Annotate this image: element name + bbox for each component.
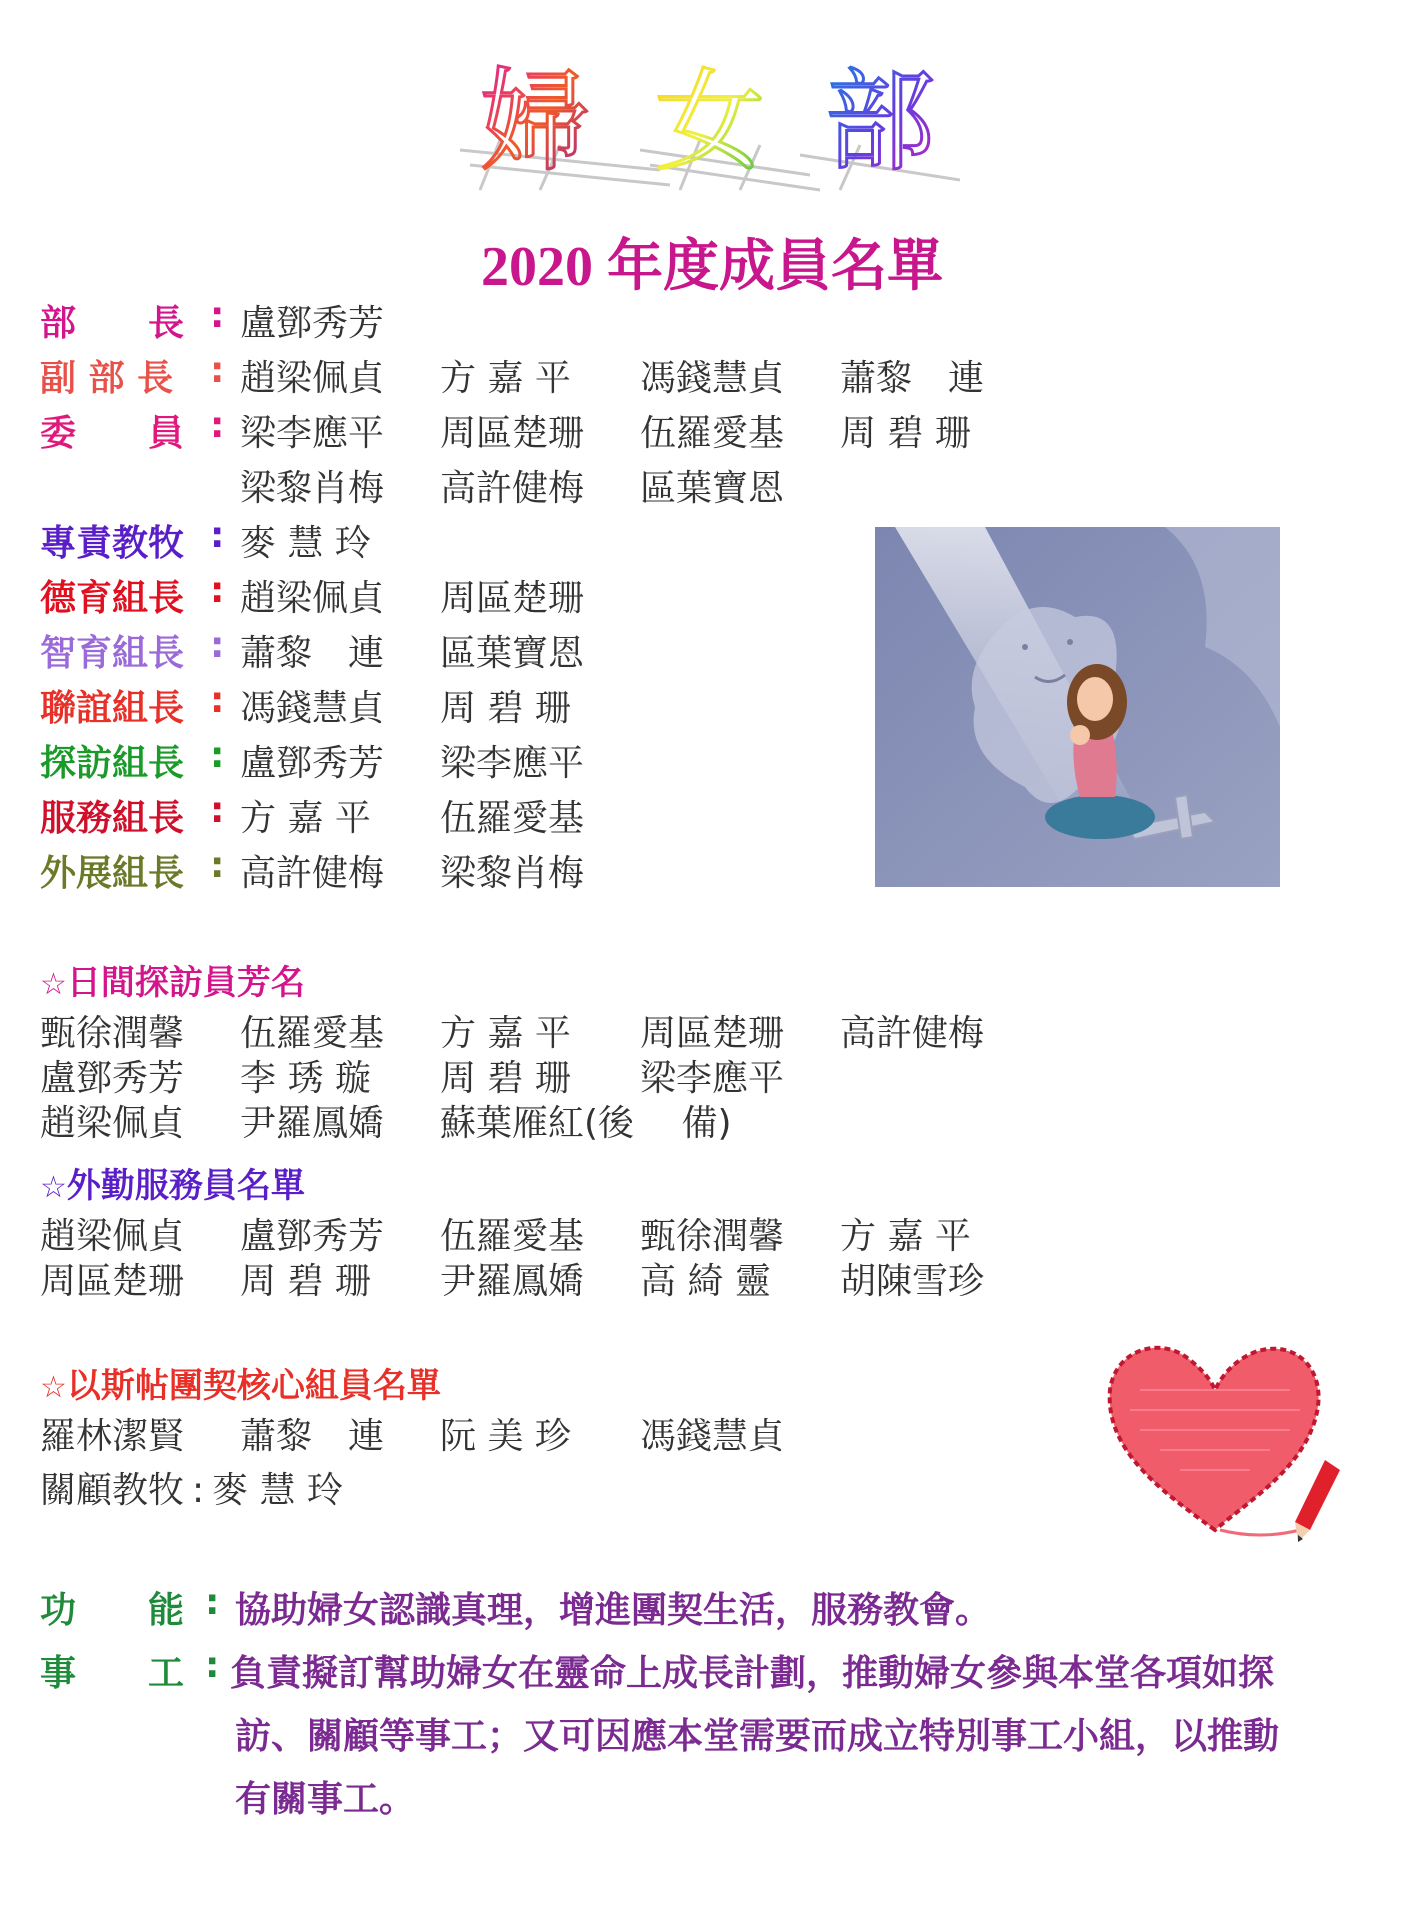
role-label: 探訪組長 [40,743,185,784]
colon: : [210,625,225,666]
title-char-2: 女 [655,58,765,186]
colon: : [210,845,225,886]
day-visitors-row [40,1050,840,1101]
function-text: 協助婦女認識真理，增進團契生活，服務教會。 [235,1590,992,1631]
work-text-line: 負責擬訂幫助婦女在靈命上成長計劃，推動婦女參與本堂各項如探 [230,1653,1275,1694]
member-name: 盧鄧秀芳 [240,303,385,344]
work-text-line: 有關事工。 [235,1779,416,1820]
praying-woman-illustration [875,527,1280,887]
function-row [40,1582,992,1633]
member-name: 伍羅愛基 [440,798,585,839]
section-title-text: 日間探訪員芳名 [66,963,305,1003]
member-name: 梁黎肖梅 [440,853,585,894]
member-name: 伍羅愛基 [240,1013,385,1054]
member-name: 區葉寶恩 [640,468,785,509]
member-name: 梁黎肖梅 [240,468,385,509]
member-name: 麥 慧 玲 [240,523,371,564]
member-name: 周 碧 珊 [440,1058,571,1099]
member-name: 馮錢慧貞 [240,688,385,729]
member-name: 麥 慧 玲 [212,1470,344,1511]
outreach-row [40,1208,1040,1259]
colon: : [205,1645,220,1686]
member-name: 甄徐潤馨 [40,1013,185,1054]
member-name: 馮錢慧貞 [640,1416,785,1457]
member-name: 羅林潔賢 [40,1416,185,1457]
member-name: 伍羅愛基 [440,1216,585,1257]
member-name: 趙梁佩貞 [240,358,385,399]
section-title-text: 以斯帖團契核心組員名單 [66,1366,441,1406]
member-name: 蘇葉雁紅(後 備) [440,1103,732,1144]
member-name: 尹羅鳳嬌 [240,1103,385,1144]
member-name: 趙梁佩貞 [240,578,385,619]
colon: : [210,295,225,336]
member-name: 蕭黎 連 [240,633,385,674]
section-title-day-visitors [40,955,305,1004]
title-char-3: 部 [825,58,935,186]
esther-pastor-row [40,1462,343,1513]
member-name: 高 綺 靈 [640,1261,771,1302]
colon: : [210,350,225,391]
member-name: 高許健梅 [240,853,385,894]
member-name: 蕭黎 連 [840,358,985,399]
day-visitors-row [40,1095,732,1146]
role-label: 服務組長 [40,798,185,839]
member-name: 方 嘉 平 [240,798,371,839]
role-label: 智育組長 [40,633,185,674]
role-label: 專責教牧 [40,523,185,564]
colon: : [210,680,225,721]
member-name: 甄徐潤馨 [640,1216,785,1257]
member-name: 趙梁佩貞 [40,1216,185,1257]
member-name: 盧鄧秀芳 [240,743,385,784]
work-text-line: 訪、關顧等事工；又可因應本堂需要而成立特別事工小組，以推動 [235,1716,1280,1757]
member-name: 周區楚珊 [440,578,585,619]
colon: : [210,515,225,556]
member-name: 梁李應平 [640,1058,785,1099]
member-name: 阮 美 珍 [440,1416,571,1457]
member-name: 尹羅鳳嬌 [440,1261,585,1302]
role-label: 聯誼組長 [40,688,185,729]
member-name: 方 嘉 平 [440,1013,571,1054]
colon: : [210,735,225,776]
outreach-row [40,1253,1040,1304]
colon: : [205,1582,220,1623]
member-name: 梁李應平 [240,413,385,454]
colon: : [192,1470,205,1511]
star-icon: ☆ [40,1370,67,1405]
role-label: 外展組長 [40,853,185,894]
member-name: 周區楚珊 [40,1261,185,1302]
member-name: 趙梁佩貞 [40,1103,185,1144]
member-name: 周 碧 珊 [440,688,571,729]
member-name: 胡陳雪珍 [840,1261,985,1302]
function-label: 功 能 [40,1590,185,1631]
member-name: 梁李應平 [440,743,585,784]
member-name: 周區楚珊 [640,1013,785,1054]
heart-drawing-icon [1100,1330,1340,1545]
star-icon: ☆ [40,967,67,1002]
department-title [440,40,980,200]
member-name: 周 碧 珊 [240,1261,371,1302]
work-row [40,1645,1275,1696]
member-name: 高許健梅 [440,468,585,509]
pastor-label: 關顧教牧 [40,1470,185,1511]
role-label: 部 長 [40,303,185,344]
member-name: 伍羅愛基 [640,413,785,454]
member-name: 方 嘉 平 [440,358,571,399]
member-name: 李 琇 璇 [240,1058,371,1099]
colon: : [210,570,225,611]
member-name: 高許健梅 [840,1013,985,1054]
day-visitors-row [40,1005,1040,1056]
member-name: 盧鄧秀芳 [240,1216,385,1257]
section-title-outreach [40,1158,305,1207]
member-name: 周區楚珊 [440,413,585,454]
member-name: 盧鄧秀芳 [40,1058,185,1099]
star-icon: ☆ [40,1170,67,1205]
esther-members-row [40,1408,840,1459]
section-title-esther [40,1358,441,1407]
role-label: 德育組長 [40,578,185,619]
role-label: 副 部 長 [40,358,174,399]
colon: : [210,405,225,446]
title-char-1: 婦 [480,58,590,186]
colon: : [210,790,225,831]
member-name: 周 碧 珊 [840,413,971,454]
role-label: 委 員 [40,413,185,454]
work-label: 事 工 [40,1653,185,1694]
section-title-text: 外勤服務員名單 [66,1166,305,1206]
member-name: 區葉寶恩 [440,633,585,674]
member-name: 馮錢慧貞 [640,358,785,399]
member-name: 蕭黎 連 [240,1416,385,1457]
page-subtitle: 2020 年度成員名單 [481,236,943,298]
member-name: 方 嘉 平 [840,1216,971,1257]
